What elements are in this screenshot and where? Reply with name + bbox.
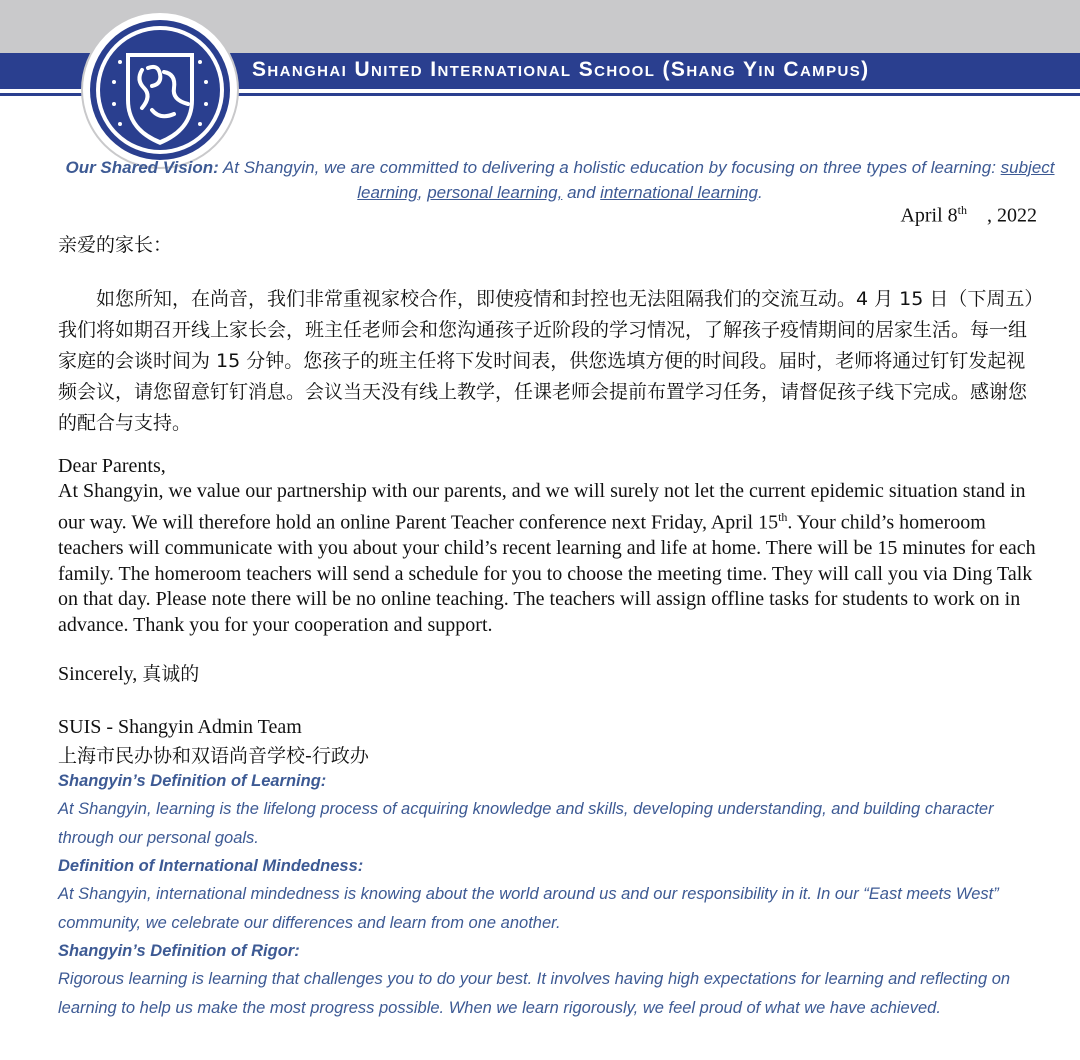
date-month: April 8 (900, 204, 958, 227)
definition-text: Rigorous learning is learning that challenges you to do your best. It involves having high expectations for learning and reflecting on learning to help us make the most progress possible. When we learn rigorously, we feel proud of what we have achieved. (58, 970, 1011, 1017)
vision-link-international: international learning (600, 183, 759, 202)
school-crest-icon (80, 10, 240, 170)
vision-text: At Shangyin, we are committed to delivering a holistic education by focusing on three types of learning: (218, 158, 1001, 177)
vision-link-personal: personal learning, (427, 183, 563, 202)
chinese-body: 如您所知，在尚音，我们非常重视家校合作，即使疫情和封控也无法阻隔我们的交流互动。4 月 15 日（下周五）我们将如期召开线上家长会，班主任老师会和您沟通孩子近阶段的学习情况，了解孩子疫情期间的居家生活。每一组家庭的会谈时间为 15 分钟。您孩子的班主任将下发时间表，供您选填方便的时间段。届时，老师将通过钉钉发起视频会议，请您留意钉钉消息。会议当天没有线上教学，任课老师会提前布置学习任务，请督促孩子线下完成。感谢您的配合与支持。 (58, 288, 1034, 434)
closing (58, 659, 199, 686)
vision-separator: and (562, 183, 601, 202)
definition-heading: Shangyin’s Definition of Learning: (58, 772, 327, 790)
english-body-part-2: . Your child’s homeroom teachers will communicate with you about your child’s recent learning and life at home. There will be 15 minutes for each family. The homeroom teachers will send a schedule for you to choose the meeting time. They will call you via Ding Talk on that day. Please note there will be no online teaching. The teachers will assign offline tasks for students to work on in advance. Thank you for your cooperation and support. (58, 511, 1036, 637)
chinese-greeting: 亲爱的家长： (58, 234, 173, 256)
english-body-suffix: th (778, 509, 788, 524)
vision-separator: , (417, 183, 428, 202)
closing-en: Sincerely, (58, 663, 143, 685)
school-name: Shanghai United International School (Shang Yin Campus) (252, 58, 870, 81)
vision-link-subject: subject learning (357, 158, 1055, 202)
english-body-part-1: At Shangyin, we value our partnership with our parents, and we will surely not let the current epidemic situation stand in our way. We will therefore hold an online Parent Teacher conference next Friday, April 15 (58, 480, 1026, 534)
definition-heading: Shangyin’s Definition of Rigor: (58, 942, 300, 960)
date-year: , 2022 (967, 204, 1037, 227)
vision-label: Our Shared Vision: (65, 158, 219, 177)
shared-vision (60, 155, 1060, 205)
date-suffix: th (957, 203, 967, 217)
definition-heading: Definition of International Mindedness: (58, 857, 364, 875)
team-en: SUIS - Shangyin Admin Team (58, 716, 302, 738)
team-cn: 上海市民办协和双语尚音学校-行政办 (58, 745, 369, 767)
letter-date (900, 203, 1037, 228)
closing-cn: 真诚的 (142, 663, 200, 685)
english-greeting: Dear Parents, (58, 455, 166, 477)
english-body (58, 479, 1048, 639)
vision-end: . (758, 183, 763, 202)
definition-text: At Shangyin, learning is the lifelong process of acquiring knowledge and skills, developing understanding, and building character through our personal goals. (58, 800, 994, 847)
definition-text: At Shangyin, international mindedness is knowing about the world around us and our responsibility in it. In our “East meets West” community, we celebrate our differences and learn from one another. (58, 885, 999, 932)
